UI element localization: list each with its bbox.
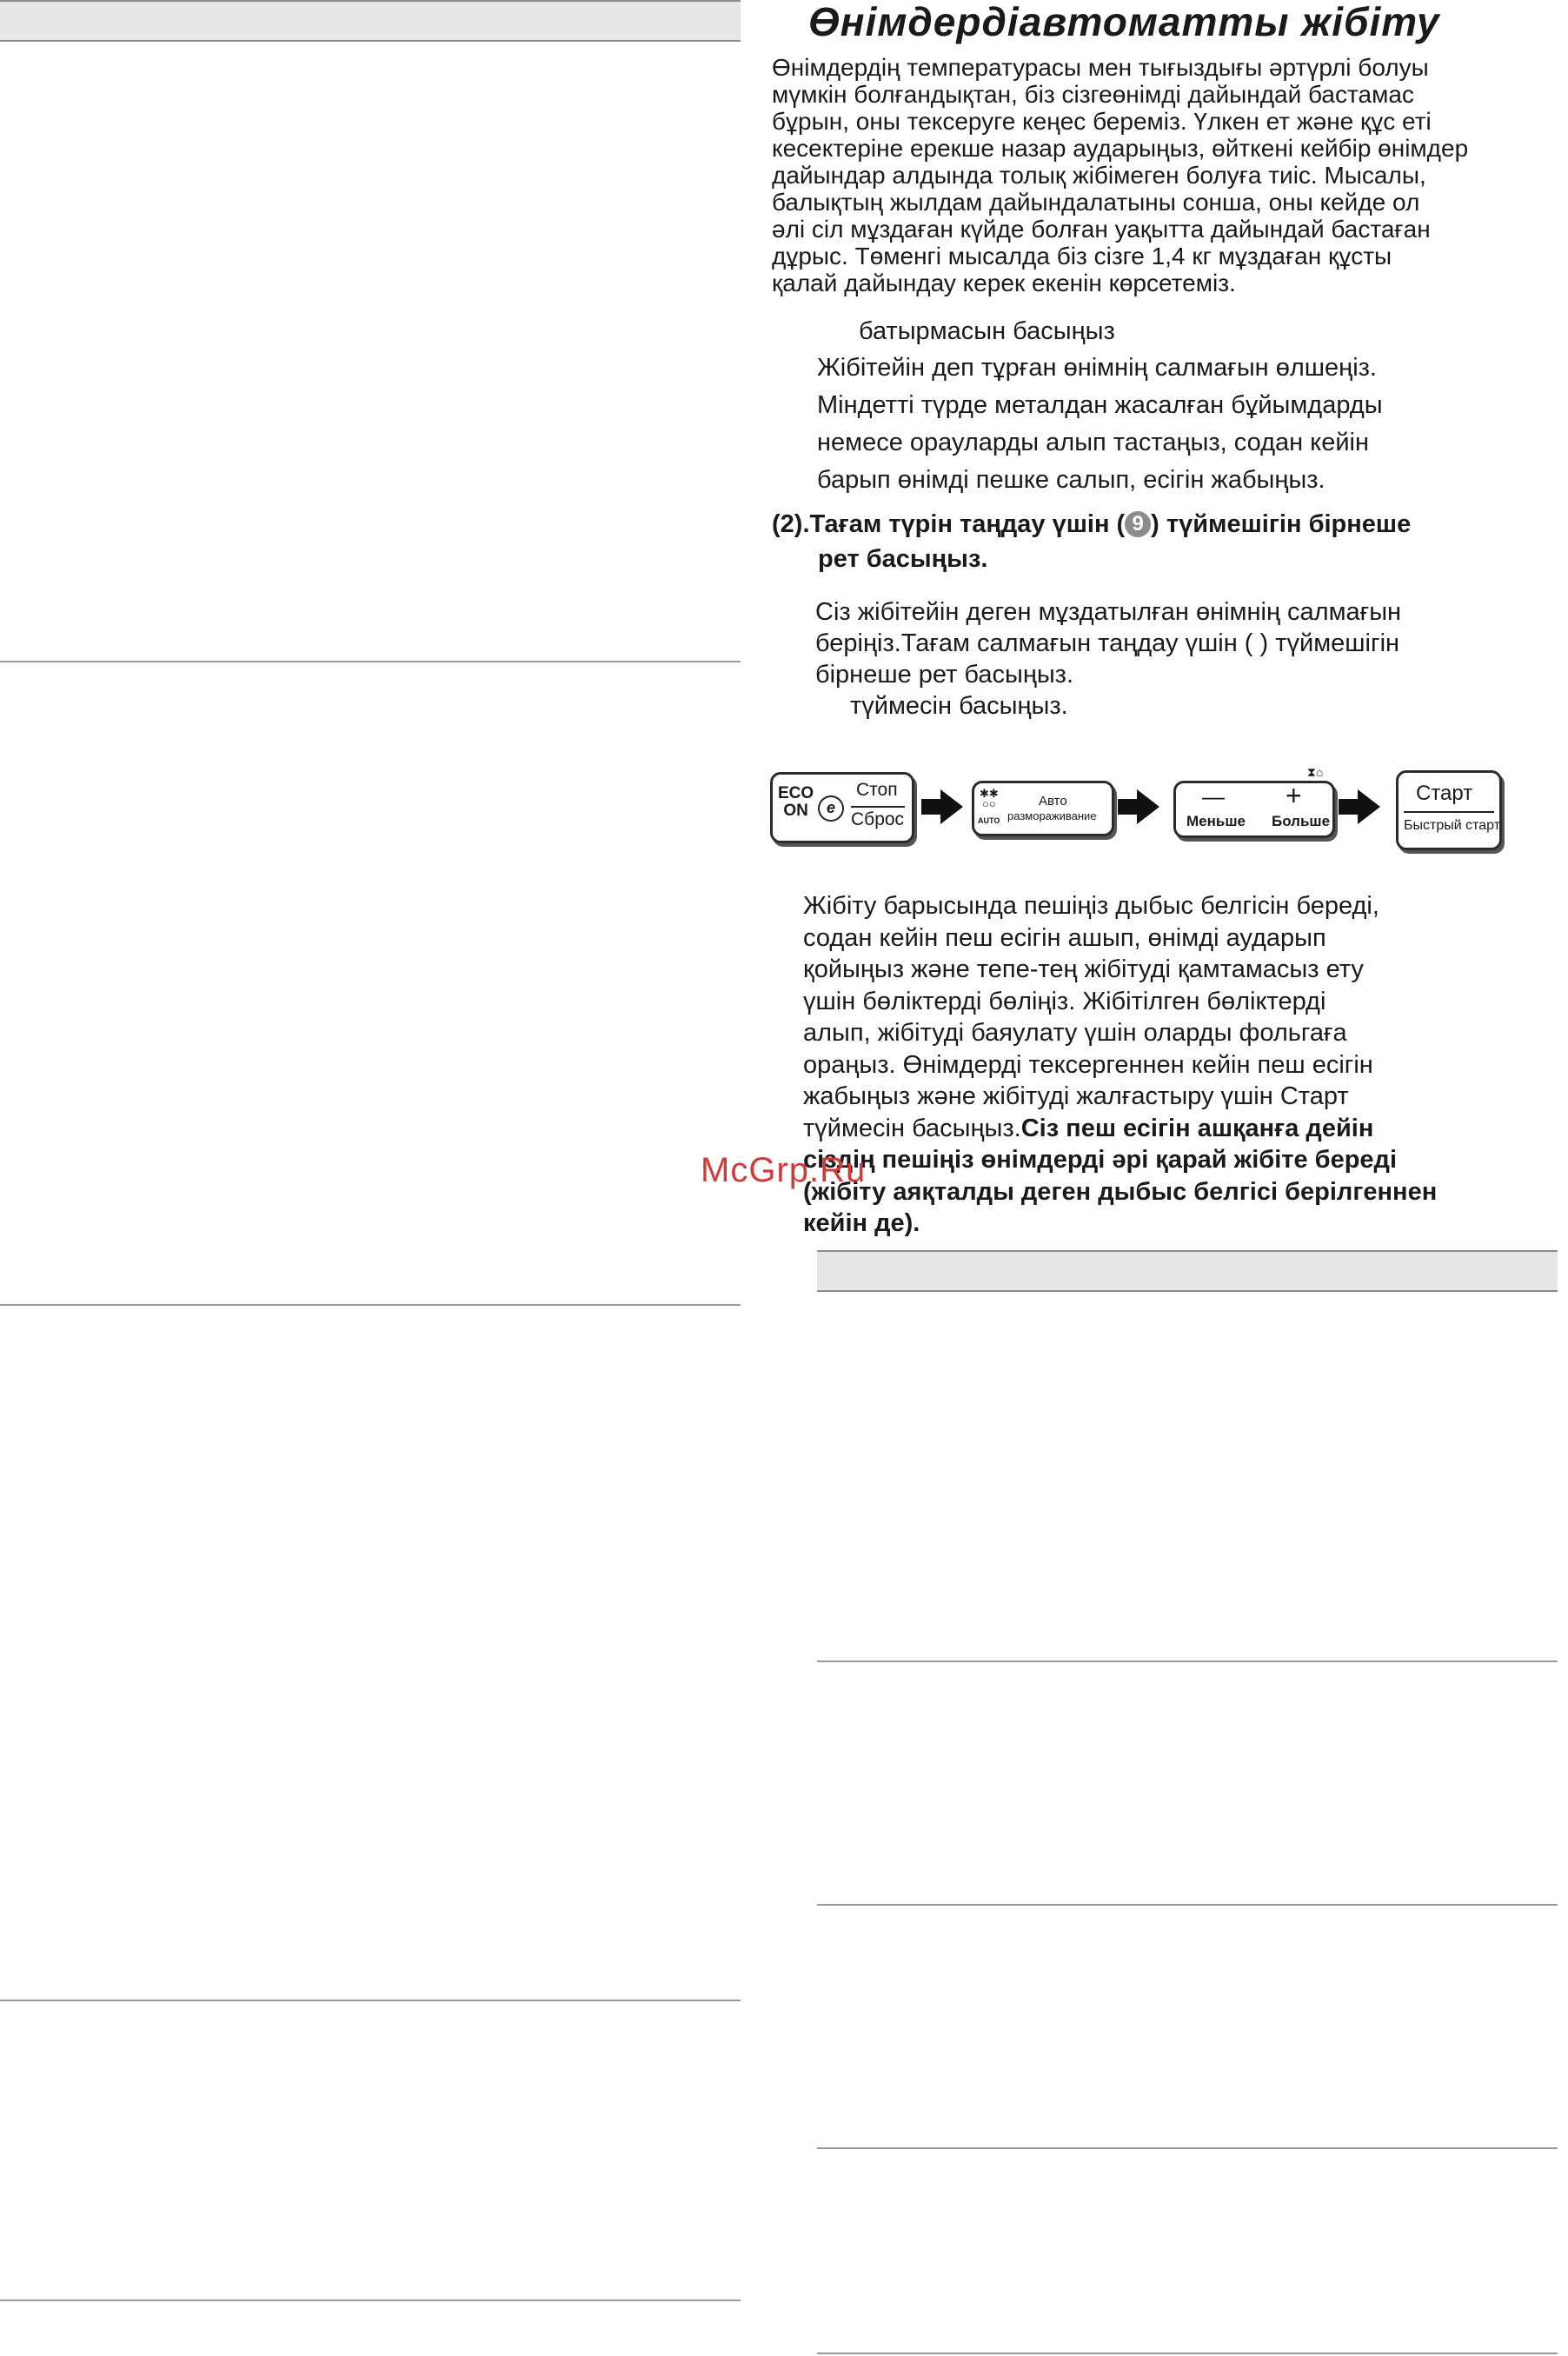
less-more-button[interactable] [1173, 781, 1335, 838]
arrow-right-icon [940, 789, 963, 824]
plus-icon: + [1286, 780, 1302, 811]
watermark: McGrp.Ru [701, 1151, 867, 1189]
eco-bottom-text: ON [783, 802, 808, 820]
intro-paragraph [772, 54, 1568, 296]
body-line: қойыңыз және тепе-тең жібітуді қамтамасыз ету [803, 955, 1364, 983]
intro-line: дұрыс. Төменгі мысалда біз сізге 1,4 кг мұздаған құсты [772, 243, 1392, 270]
right-divider-1 [817, 1661, 1558, 1662]
step1-press-text: батырмасын басыңыз [859, 317, 1115, 345]
stop-label: Стоп [856, 780, 898, 800]
step3-line: Сіз жібітейін деген мұздатылған өнімнің салмағын [815, 598, 1402, 626]
body-bold-line: кейін де). [803, 1209, 920, 1237]
step1-line: барып өнімді пешке салып, есігін жабыңыз. [817, 466, 1325, 494]
left-divider-4 [0, 2299, 741, 2301]
left-header-band [0, 0, 741, 42]
body-line: үшін бөліктерді бөліңіз. Жібітілген бөліктерді [803, 987, 1326, 1015]
intro-line: қалай дайындау керек екенін көрсетеміз. [772, 270, 1236, 296]
right-divider-3 [817, 2147, 1558, 2149]
eco-stop-reset-button[interactable] [770, 772, 914, 843]
step3-paragraph [815, 596, 1401, 722]
body-line-normal: түймесін басыңыз. [803, 1114, 1021, 1142]
intro-line: Өнімдердің температурасы мен тығыздығы әртүрлі болуы [772, 54, 1429, 81]
step3-line: беріңіз.Тағам салмағын таңдау үшін ( ) түймешігін [815, 629, 1400, 657]
body-line-mixed [803, 1113, 1437, 1145]
step2-suffix: ) түймешігін бірнеше [1151, 510, 1412, 538]
auto-defrost-label: размораживание [1007, 809, 1097, 822]
body-line: Жібіту барысында пешіңіз дыбыс белгісін береді, [803, 892, 1379, 920]
eco-icon: e [818, 795, 844, 822]
body-bold-line: (жібіту аяқталды деген дыбыс белгісі берілгеннен [803, 1177, 1438, 1206]
eco-label [778, 785, 814, 820]
start-quick-start-button[interactable] [1396, 770, 1502, 850]
body-line: содан кейін пеш есігін ашып, өнімді аударып [803, 923, 1326, 952]
step1-paragraph [817, 349, 1383, 499]
intro-line: балықтың жылдам дайындалатыны сонша, оны кейде ол [772, 189, 1420, 216]
less-label: Меньше [1186, 813, 1246, 829]
reset-label: Сброс [851, 809, 905, 829]
arrow-right-icon [1137, 789, 1159, 824]
body-line-text: жабыңыз және жібітуді жалғастыру үшін [803, 1082, 1273, 1110]
quick-start-label: Быстрый старт [1404, 818, 1501, 833]
step2-prefix: (2).Тағам түрін таңдау үшін ( [772, 510, 1126, 538]
step1-line: Жібітейін деп тұрған өнімнің салмағын өлшеңіз. [817, 354, 1377, 382]
step1-line: немесе орауларды алып тастаңыз, содан кейін [817, 429, 1369, 456]
weight-icon: ⧗⌂ [1307, 765, 1324, 779]
snowflake-drops-icon: ✱✱ ○○ [980, 787, 999, 810]
auto-label: Авто [1039, 794, 1067, 809]
page-title: Өнімдердіавтоматты жібіту [808, 0, 1440, 44]
body-line: алып, жібітуді баяулату үшін оларды фольгаға [803, 1019, 1347, 1047]
intro-line: кесектеріне ерекше назар аударыңыз, өйткені кейбір өнімдер [772, 135, 1469, 162]
body-line-bold: Сіз пеш есігін ашқанға дейін [1020, 1114, 1374, 1142]
button-9-badge: 9 [1125, 511, 1151, 537]
more-label: Больше [1272, 813, 1331, 829]
left-divider-1 [0, 661, 741, 662]
intro-line: әлі сіл мұздаған күйде болған уақытта дайындай бастаған [772, 216, 1431, 243]
step3-line: бірнеше рет басыңыз. [815, 661, 1074, 689]
left-divider-3 [0, 2000, 741, 2001]
step2-heading [772, 507, 1411, 576]
right-lower-band [817, 1250, 1558, 1292]
body-line-with-start [803, 1081, 1437, 1113]
step2-line2: рет басыңыз. [818, 545, 988, 573]
start-word: Старт [1279, 1082, 1349, 1110]
intro-line: дайындар алдында толық жібімеген болуға тиіс. Мысалы, [772, 162, 1426, 189]
start-label: Старт [1416, 782, 1473, 805]
intro-line: бұрын, оны тексеруге кеңес береміз. Үлкен ет және құс еті [772, 108, 1432, 135]
body-line: ораңыз. Өнімдерді тексергеннен кейін пеш есігін [803, 1050, 1373, 1079]
intro-line: мүмкін болғандықтан, біз сізгеөнімді дайындай бастамас [772, 81, 1414, 108]
start-divider [1404, 811, 1494, 813]
step3-line: түймесін басыңыз. [850, 692, 1068, 720]
stop-reset-divider [851, 806, 905, 808]
minus-icon: — [1202, 783, 1225, 809]
right-divider-2 [817, 1904, 1558, 1906]
auto-defrost-button[interactable] [972, 781, 1114, 836]
body-bold-line: сіздің пешіңіз өнімдерді әрі қарай жібіте береді [803, 1146, 1398, 1174]
defrost-body-paragraph [803, 890, 1437, 1240]
eco-top-text: ECO [778, 784, 814, 802]
left-divider-2 [0, 1304, 741, 1306]
auto-small-label: AUTO [978, 816, 1000, 825]
step1-line: Міндетті түрде металдан жасалған бұйымдарды [817, 391, 1383, 419]
arrow-right-icon [1358, 789, 1380, 824]
right-divider-4 [817, 2353, 1558, 2354]
